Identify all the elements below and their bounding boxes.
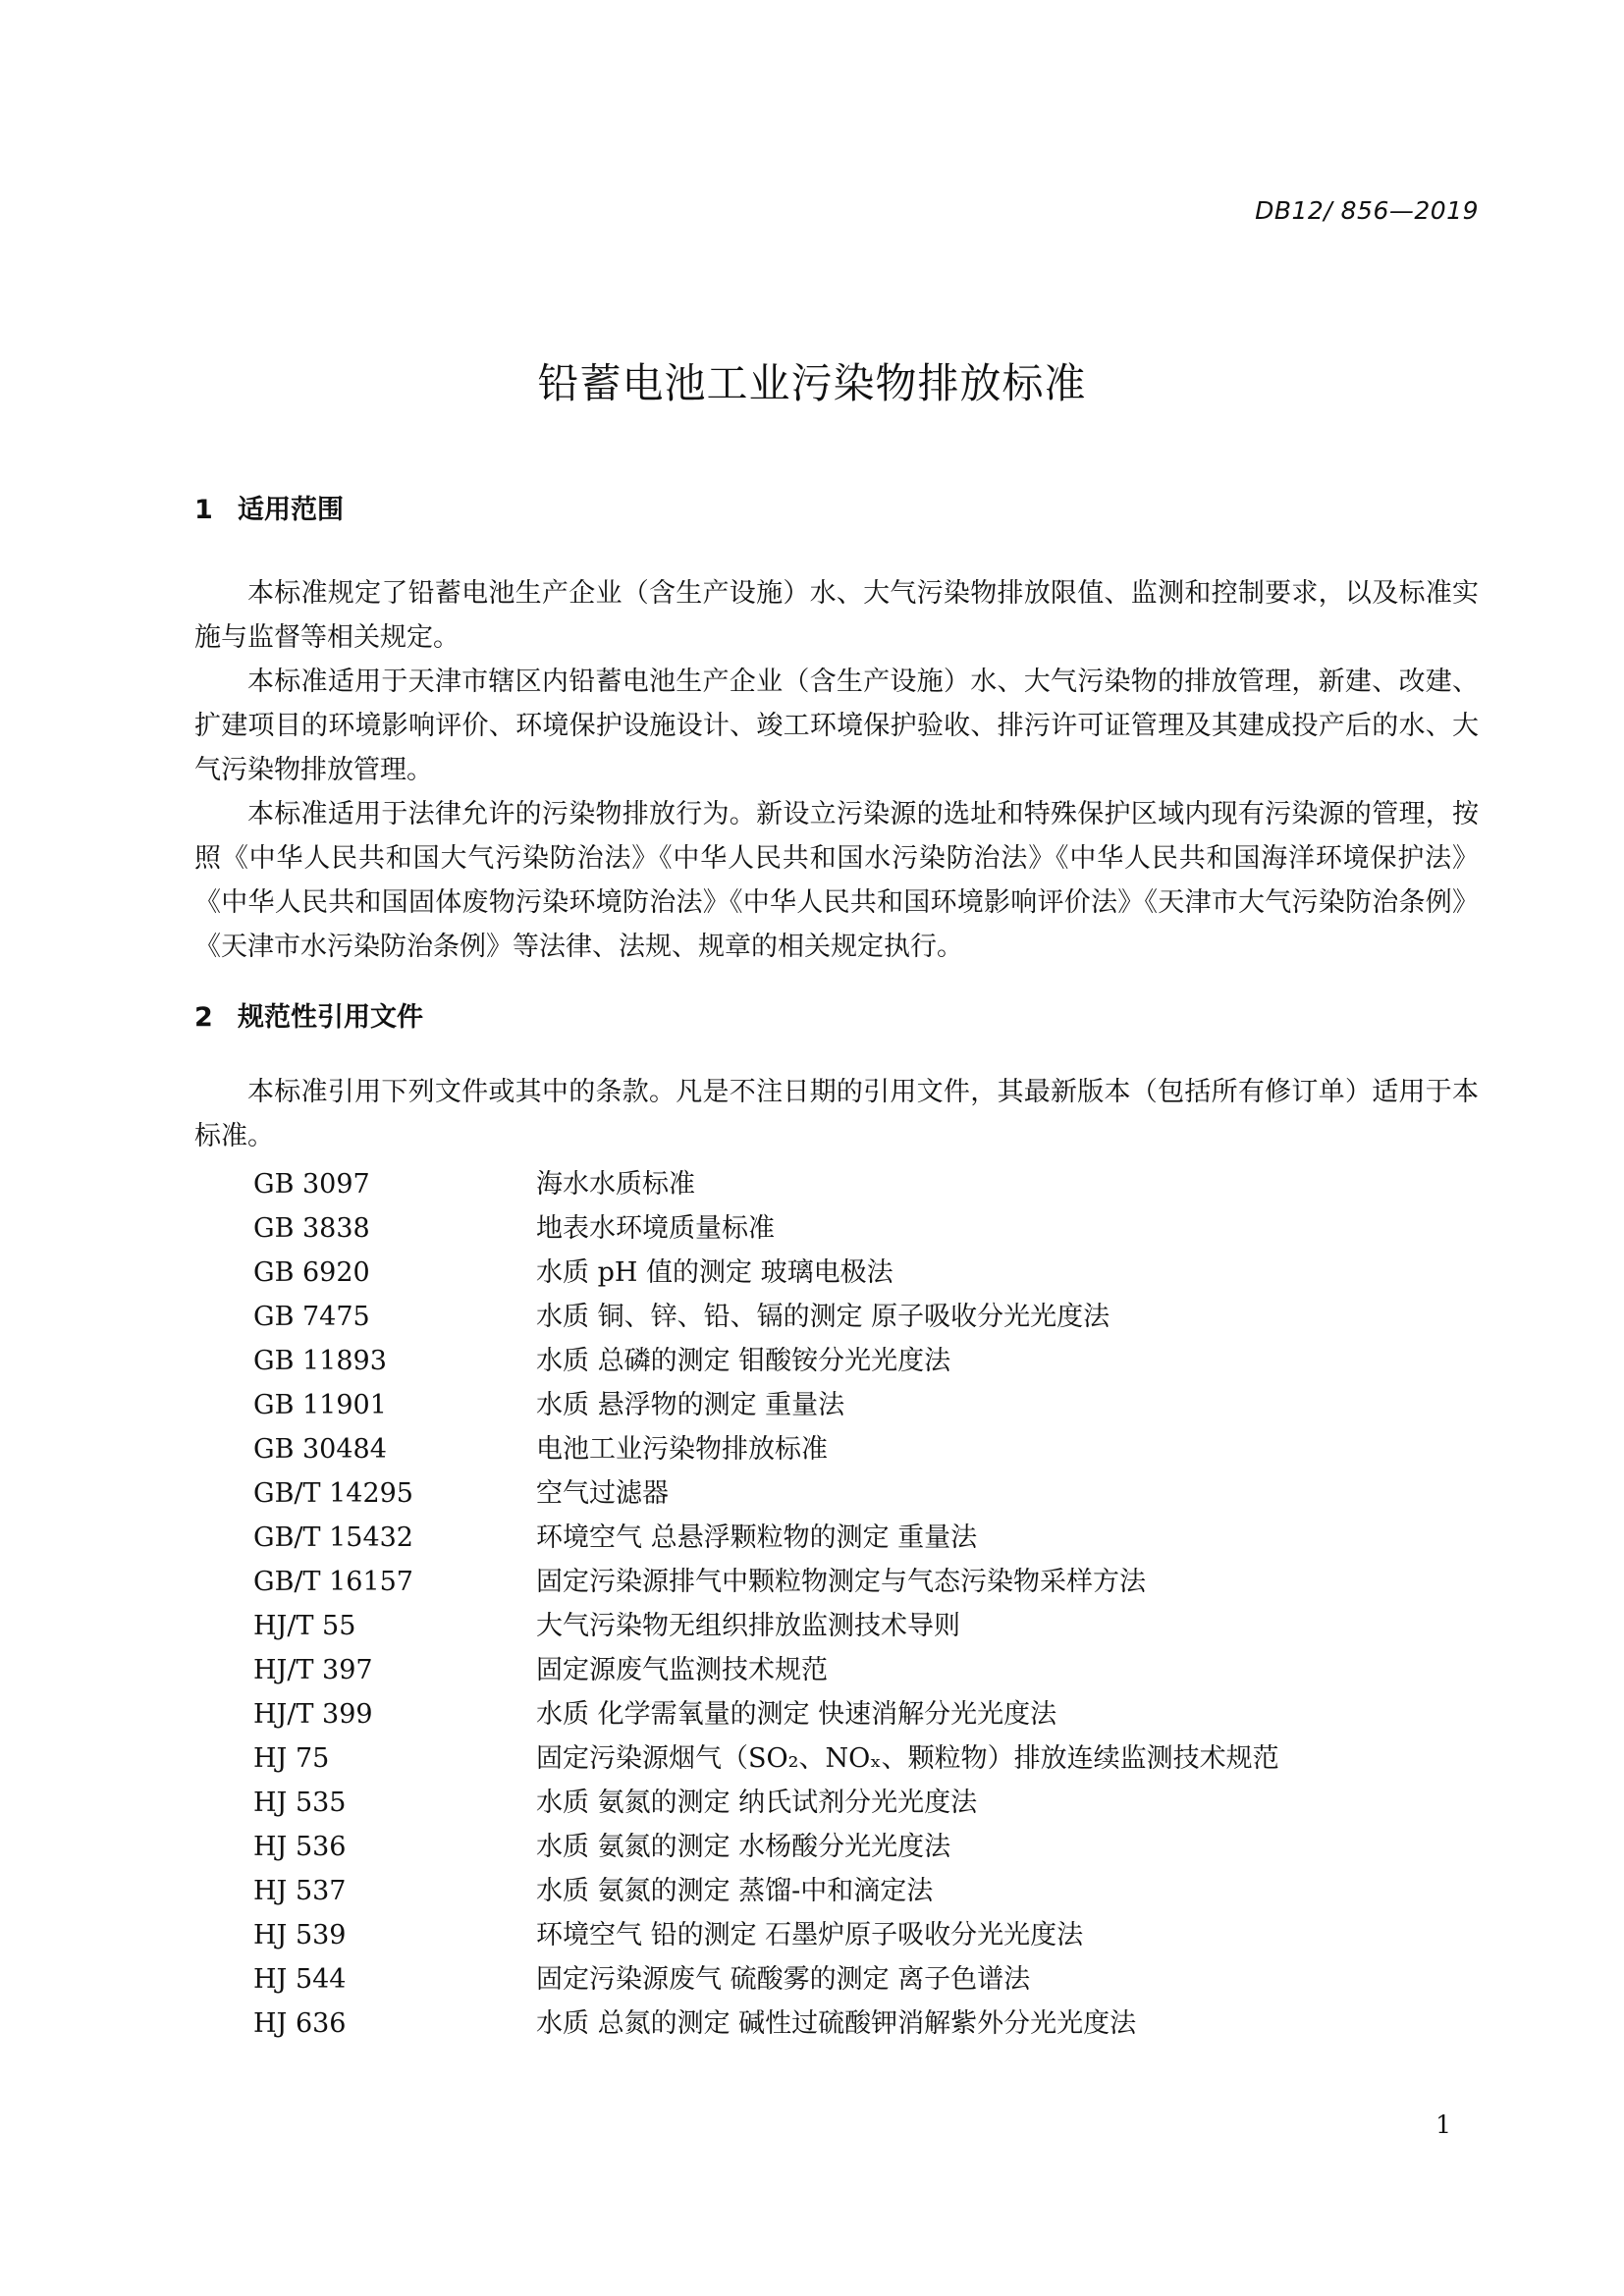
reference-row [253, 1957, 1481, 2002]
reference-code: GB/T 14295 [253, 1478, 413, 1509]
reference-title: 固定污染源废气 硫酸雾的测定 离子色谱法 [536, 1964, 1031, 1995]
paragraph: 本标准适用于法律允许的污染物排放行为。新设立污染源的选址和特殊保护区域内现有污染源的管理，按照《中华人民共和国大气污染防治法》《中华人民共和国水污染防治法》《中华人民共和国海洋环境保护法》《中华人民共和国固体废物污染环境防治法》《中华人民共和国环境影响评价法》《天津市大气污染防治条例》《天津市水污染防治条例》等法律、法规、规章的相关规定执行。 [194, 799, 1479, 962]
reference-title: 水质 氨氮的测定 蒸馏-中和滴定法 [536, 1876, 934, 1906]
section-title: 规范性引用文件 [238, 1002, 423, 1033]
reference-title: 大气污染物无组织排放监测技术导则 [536, 1611, 960, 1641]
reference-row [253, 1692, 1481, 1736]
paragraph: 本标准引用下列文件或其中的条款。凡是不注日期的引用文件，其最新版本（包括所有修订单）适用于本标准。 [194, 1077, 1479, 1151]
reference-row [253, 2002, 1481, 2046]
reference-code: HJ 536 [253, 1832, 347, 1862]
reference-code: GB 3838 [253, 1213, 370, 1244]
reference-title: 水质 氨氮的测定 纳氏试剂分光光度法 [536, 1788, 978, 1818]
reference-title: 环境空气 铅的测定 石墨炉原子吸收分光光度法 [536, 1920, 1084, 1950]
reference-title: 空气过滤器 [536, 1478, 669, 1509]
reference-code: HJ/T 399 [253, 1699, 373, 1730]
section-title: 适用范围 [238, 495, 344, 525]
reference-row [253, 1648, 1481, 1692]
reference-row [253, 1383, 1481, 1427]
reference-code: GB 11901 [253, 1390, 387, 1420]
reference-code: HJ/T 55 [253, 1611, 356, 1641]
reference-row [253, 1604, 1481, 1648]
reference-title: 水质 总磷的测定 钼酸铵分光光度法 [536, 1346, 951, 1376]
reference-row [253, 1736, 1481, 1781]
section-heading-references [194, 995, 423, 1034]
reference-title: 水质 pH 值的测定 玻璃电极法 [536, 1257, 893, 1288]
reference-code: HJ 544 [253, 1964, 347, 1995]
reference-title: 固定污染源排气中颗粒物测定与气态污染物采样方法 [536, 1567, 1146, 1597]
reference-title: 水质 总氮的测定 碱性过硫酸钾消解紫外分光光度法 [536, 2008, 1137, 2039]
reference-row [253, 1825, 1481, 1869]
reference-code: GB 6920 [253, 1257, 370, 1288]
scope-paragraphs [194, 571, 1479, 969]
reference-title: 环境空气 总悬浮颗粒物的测定 重量法 [536, 1522, 978, 1553]
document-title: 铅蓄电池工业污染物排放标准 [537, 359, 1087, 407]
section-heading-scope [194, 488, 344, 526]
reference-title: 固定源废气监测技术规范 [536, 1655, 828, 1685]
reference-row [253, 1162, 1481, 1206]
reference-row [253, 1339, 1481, 1383]
reference-title: 水质 氨氮的测定 水杨酸分光光度法 [536, 1832, 951, 1862]
reference-list [253, 1162, 1481, 2046]
reference-title: 水质 铜、锌、铅、镉的测定 原子吸收分光光度法 [536, 1302, 1110, 1332]
reference-row [253, 1869, 1481, 1913]
reference-row [253, 1913, 1481, 1957]
reference-title: 水质 化学需氧量的测定 快速消解分光光度法 [536, 1699, 1057, 1730]
page-number: 1 [1435, 2110, 1451, 2139]
reference-row [253, 1516, 1481, 1560]
reference-code: HJ 537 [253, 1876, 347, 1906]
reference-code: GB 7475 [253, 1302, 370, 1332]
paragraph: 本标准规定了铅蓄电池生产企业（含生产设施）水、大气污染物排放限值、监测和控制要求，以及标准实施与监督等相关规定。 [194, 578, 1479, 653]
reference-code: HJ 75 [253, 1743, 330, 1774]
reference-row [253, 1427, 1481, 1471]
reference-code: GB 3097 [253, 1169, 370, 1200]
reference-code: GB 11893 [253, 1346, 387, 1376]
reference-row [253, 1251, 1481, 1295]
reference-code: GB/T 15432 [253, 1522, 413, 1553]
paragraph: 本标准适用于天津市辖区内铅蓄电池生产企业（含生产设施）水、大气污染物的排放管理，新建、改建、扩建项目的环境影响评价、环境保护设施设计、竣工环境保护验收、排污许可证管理及其建成投产后的水、大气污染物排放管理。 [194, 667, 1479, 785]
reference-code: HJ/T 397 [253, 1655, 373, 1685]
reference-title: 水质 悬浮物的测定 重量法 [536, 1390, 845, 1420]
document-code: DB12/ 856—2019 [1255, 196, 1479, 225]
reference-row [253, 1206, 1481, 1251]
reference-code: GB/T 16157 [253, 1567, 413, 1597]
references-intro [194, 1070, 1479, 1158]
reference-title: 电池工业污染物排放标准 [536, 1434, 828, 1465]
reference-row [253, 1471, 1481, 1516]
reference-code: HJ 535 [253, 1788, 347, 1818]
reference-title: 地表水环境质量标准 [536, 1213, 775, 1244]
reference-row [253, 1560, 1481, 1604]
section-number: 1 [194, 495, 213, 525]
reference-row [253, 1295, 1481, 1339]
reference-title: 固定污染源烟气（SO₂、NOₓ、颗粒物）排放连续监测技术规范 [536, 1743, 1279, 1774]
reference-title: 海水水质标准 [536, 1169, 695, 1200]
reference-row [253, 1781, 1481, 1825]
reference-code: HJ 636 [253, 2008, 347, 2039]
section-number: 2 [194, 1002, 213, 1033]
reference-code: HJ 539 [253, 1920, 347, 1950]
reference-code: GB 30484 [253, 1434, 387, 1465]
